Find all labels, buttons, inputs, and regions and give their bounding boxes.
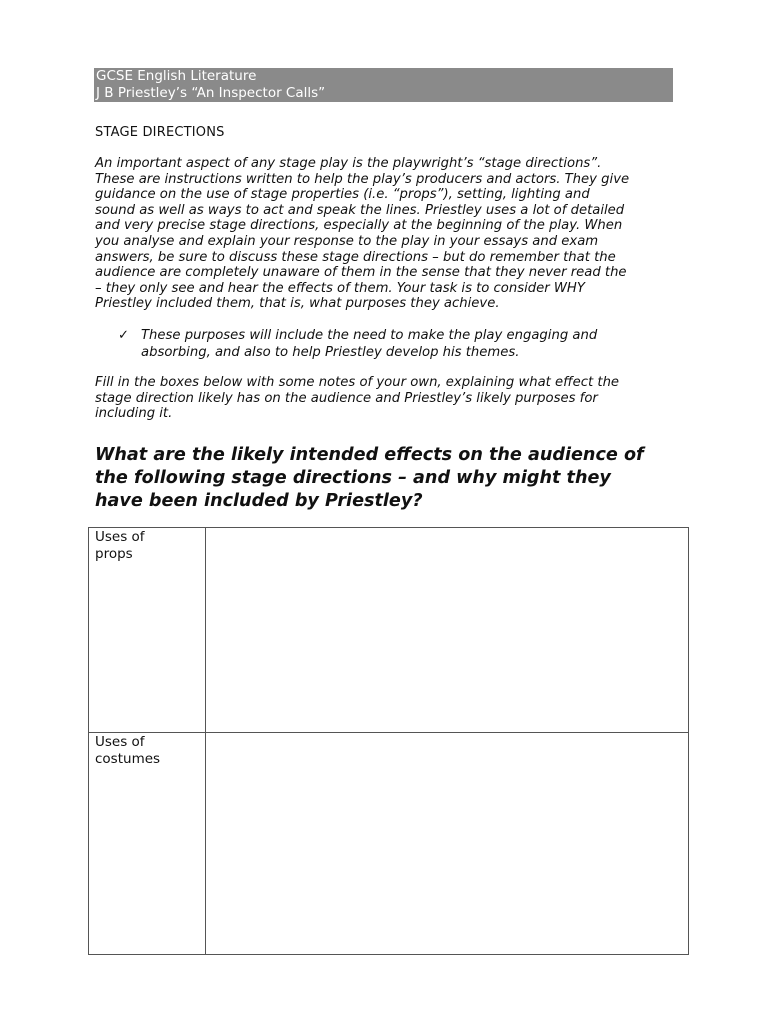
row-label-costumes — [89, 733, 206, 955]
intro-line: answers, be sure to discuss these stage directions – but do remember that the — [95, 249, 616, 265]
props-answer-cell[interactable] — [206, 528, 689, 733]
instructions-line: Fill in the boxes below with some notes of your own, explaining what effect the — [95, 375, 620, 390]
intro-line: you analyse and explain your response to the play in your essays and exam — [95, 233, 599, 249]
bullet-text — [141, 327, 597, 361]
label-line: props — [95, 546, 133, 562]
question-line: What are the likely intended effects on the audience of — [95, 445, 644, 465]
intro-line: sound as well as ways to act and speak the lines. Priestley uses a lot of detailed — [95, 202, 625, 218]
table-row — [89, 528, 689, 733]
row-label-props — [89, 528, 206, 733]
instructions-line: stage direction likely has on the audience and Priestley’s likely purposes for — [95, 390, 598, 406]
intro-line: An important aspect of any stage play is the playwright’s “stage directions”. — [95, 156, 602, 171]
table-row — [89, 733, 689, 955]
intro-line: These are instructions written to help the play’s producers and actors. They give — [95, 171, 630, 187]
intro-paragraph — [95, 156, 685, 312]
question-line: the following stage directions – and why might they — [95, 468, 611, 488]
label-line: Uses of — [95, 529, 145, 545]
label-line: costumes — [95, 751, 161, 767]
question-heading — [95, 444, 695, 513]
question-line: have been included by Priestley? — [95, 491, 423, 511]
intro-line: guidance on the use of stage properties (i.e. “props”), setting, lighting and — [95, 187, 590, 203]
intro-line: – they only see and hear the effects of them. Your task is to consider WHY — [95, 280, 585, 296]
course-title: GCSE English Literature — [96, 68, 257, 84]
bullet-line: absorbing, and also to help Priestley develop his themes. — [141, 345, 520, 360]
intro-line: Priestley included them, that is, what purposes they achieve. — [95, 296, 500, 312]
document-header — [94, 68, 673, 102]
instructions-line: including it. — [95, 406, 173, 422]
bullet-line: These purposes will include the need to make the play engaging and — [141, 328, 598, 343]
intro-line: and very precise stage directions, especially at the beginning of the play. When — [95, 218, 623, 234]
checkmark-icon: ✓ — [118, 328, 130, 343]
section-heading: STAGE DIRECTIONS — [95, 125, 225, 140]
play-title: J B Priestley’s “An Inspector Calls” — [96, 85, 326, 101]
notes-table — [88, 527, 689, 955]
intro-line: audience are completely unaware of them in the sense that they never read the — [95, 265, 627, 281]
costumes-answer-cell[interactable] — [206, 733, 689, 955]
label-line: Uses of — [95, 734, 145, 750]
instructions-paragraph — [95, 375, 685, 422]
